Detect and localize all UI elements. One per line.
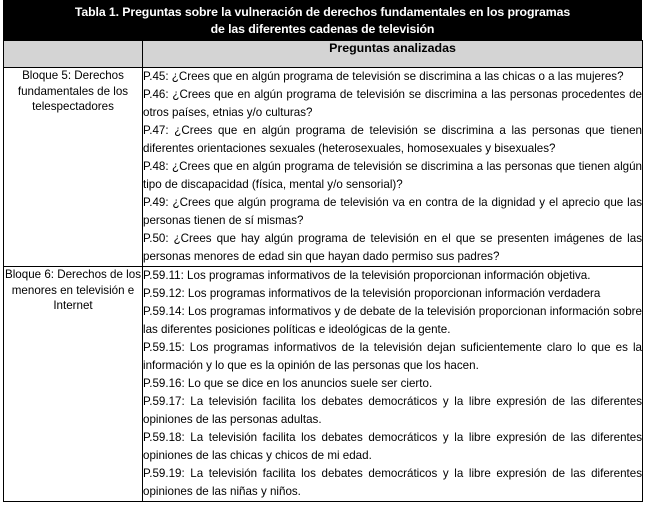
header-cell-block	[4, 41, 143, 68]
question-item: P.45: ¿Crees que en algún programa de televisión se discrimina a las chicas o a las mujeres?	[143, 70, 624, 83]
questions-cell-bloque-6	[143, 267, 643, 502]
question-item: P.46: ¿Crees que en algún programa de televisión se discrimina a las personas procedentes de otros países, etnias y/o culturas?	[143, 88, 642, 119]
table-row	[4, 68, 643, 267]
question-item: P.59.17: La televisión facilita los debates democráticos y la libre expresión de las diferentes opiniones de las personas adultas.	[143, 395, 642, 426]
question-item: P.59.12: Los programas informativos de la televisión proporcionan información verdadera	[143, 287, 601, 300]
question-item: P.48: ¿Crees que en algún programa de televisión se discrimina a las personas que tienen algún tipo de discapacidad (física, mental y/o sensorial)?	[143, 160, 642, 191]
question-item: P.59.14: Los programas informativos y de debate de la televisión proporcionan información sobre las diferentes posiciones políticas e ideológicas de la gente.	[143, 305, 642, 336]
block-label-bloque-6: Bloque 6: Derechos de los menores en televisión e Internet	[4, 267, 143, 502]
questions-table	[3, 40, 643, 502]
block-label-bloque-5: Bloque 5: Derechos fundamentales de los telespectadores	[4, 68, 143, 267]
table-header-row	[4, 41, 643, 68]
header-cell-questions: Preguntas analizadas	[143, 41, 643, 68]
question-item: P.59.15: Los programas informativos de la televisión dejan suficientemente claro lo que es la información y lo que es la opinión de las personas que los hacen.	[143, 341, 642, 372]
question-item: P.59.18: La televisión facilita los debates democráticos y la libre expresión de las diferentes opiniones de las chicas y chicos de mi edad.	[143, 431, 642, 462]
table-caption-line-2: de las diferentes cadenas de televisión	[210, 22, 435, 36]
table-caption	[3, 0, 642, 40]
question-item: P.47: ¿Crees que en algún programa de televisión se discrimina a las personas que tienen diferentes orientaciones sexuales (heterosexuales, homosexuales y bisexuales?	[143, 124, 642, 155]
question-item: P.59.16: Lo que se dice en los anuncios suele ser cierto.	[143, 377, 433, 390]
question-item: P.49: ¿Crees que algún programa de televisión va en contra de la dignidad y el aprecio que las personas tienen de sí mismas?	[143, 196, 642, 227]
table-caption-line-1: Tabla 1. Preguntas sobre la vulneración de derechos fundamentales en los programas	[74, 5, 571, 19]
question-item: P.59.19: La televisión facilita los debates democráticos y la libre expresión de las diferentes opiniones de las niñas y niños.	[143, 467, 642, 498]
question-item: P.59.11: Los programas informativos de la televisión proporcionan información objetiva.	[143, 269, 591, 282]
questions-cell-bloque-5	[143, 68, 643, 267]
question-item: P.50: ¿Crees que hay algún programa de televisión en el que se presenten imágenes de las personas menores de edad sin que hayan dado permiso sus padres?	[143, 232, 642, 263]
table-row	[4, 267, 643, 502]
